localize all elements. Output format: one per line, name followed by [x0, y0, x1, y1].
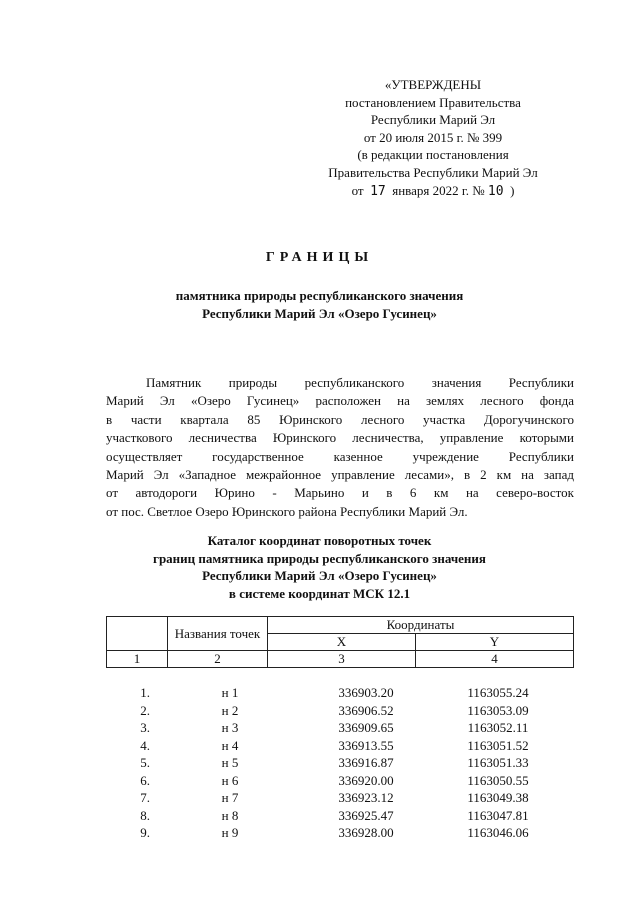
- point-name: н 9: [221, 825, 239, 840]
- column-number: 1: [107, 651, 168, 668]
- row-number: 2.: [140, 702, 150, 718]
- approval-day: 17: [370, 183, 386, 199]
- catalog-heading: [0, 532, 639, 602]
- paragraph-line: участкового лесничества Юринского лесничества, управление которыми: [106, 430, 574, 446]
- approval-line: постановлением Правительства: [345, 94, 521, 110]
- point-name: н 1: [221, 685, 239, 700]
- coord-y: 1163046.06: [467, 825, 529, 840]
- approval-line: Правительства Республики Марий Эл: [328, 164, 538, 180]
- catalog-line: в системе координат МСК 12.1: [228, 585, 411, 601]
- paragraph-line: Памятник природы республиканского значения Республики: [146, 375, 574, 390]
- table-row: [106, 702, 574, 720]
- coord-x: 336903.20: [338, 685, 394, 700]
- subtitle-line: Республики Марий Эл «Озеро Гусинец»: [202, 306, 437, 321]
- table-row: [106, 789, 574, 807]
- coord-y: 1163047.81: [467, 807, 529, 823]
- header-coordinates: Координаты: [268, 617, 574, 634]
- coord-x: 336920.00: [338, 772, 394, 788]
- coord-x: 336916.87: [338, 755, 394, 770]
- point-name: н 6: [221, 772, 239, 788]
- description-paragraph: [106, 374, 574, 521]
- point-name: н 4: [221, 737, 239, 753]
- paragraph-line: в части квартала 85 Юринского лесного участка Дорогучинского: [106, 411, 574, 427]
- point-name: н 7: [221, 790, 239, 805]
- approval-line: Республики Марий Эл: [370, 112, 496, 128]
- row-number: 8.: [140, 807, 150, 823]
- header-blank-cell: [107, 617, 168, 651]
- row-number: 1.: [140, 685, 150, 700]
- column-number: 4: [416, 651, 574, 668]
- approval-line: от 20 июля 2015 г. № 399: [363, 129, 503, 145]
- row-number: 9.: [140, 825, 150, 840]
- document-subtitle: [0, 287, 639, 323]
- coord-y: 1163050.55: [467, 772, 529, 788]
- approval-line: «УТВЕРЖДЕНЫ: [384, 77, 482, 92]
- table-row: [106, 824, 574, 842]
- approval-date-line: [318, 182, 548, 201]
- row-number: 4.: [140, 737, 150, 753]
- approval-month-year: января 2022 г. №: [392, 182, 485, 198]
- catalog-line: Республики Марий Эл «Озеро Гусинец»: [202, 568, 437, 583]
- catalog-line: Каталог координат поворотных точек: [207, 533, 432, 548]
- coordinates-table-header: [106, 616, 574, 668]
- table-row: [106, 684, 574, 702]
- point-name: н 3: [221, 720, 239, 735]
- coord-x: 336913.55: [338, 737, 394, 753]
- approval-from: от: [351, 182, 364, 198]
- document-title: ГРАНИЦЫ: [265, 250, 374, 265]
- table-row: [106, 719, 574, 737]
- row-number: 6.: [140, 772, 150, 788]
- column-number: 3: [268, 651, 416, 668]
- paragraph-line: от автодороги Юрино - Марьино и в 6 км на северо-восток: [106, 485, 574, 501]
- column-number: 2: [168, 651, 268, 668]
- coord-y: 1163053.09: [467, 702, 529, 718]
- table-row: [106, 737, 574, 755]
- point-name: н 8: [221, 807, 239, 823]
- point-name: н 5: [221, 755, 239, 770]
- paragraph-line: Марий Эл «Западное межрайонное управление лесами», в 2 км на запад: [106, 467, 574, 483]
- paragraph-line: от пос. Светлое Озеро Юринского района Республики Марий Эл.: [106, 503, 468, 519]
- coord-x: 336906.52: [338, 702, 394, 718]
- approval-line: (в редакции постановления: [357, 147, 509, 163]
- catalog-line: границ памятника природы республиканского значения: [153, 550, 486, 566]
- paragraph-line: осуществляет государственное казенное учреждение Республики: [106, 448, 574, 464]
- row-number: 3.: [140, 720, 150, 735]
- coord-x: 336923.12: [338, 790, 394, 805]
- header-names: Названия точек: [168, 617, 268, 651]
- coord-y: 1163055.24: [467, 685, 529, 700]
- coord-x: 336928.00: [338, 825, 394, 840]
- coord-y: 1163049.38: [467, 790, 529, 805]
- coord-y: 1163052.11: [467, 720, 529, 735]
- subtitle-line: памятника природы республиканского значения: [175, 288, 464, 303]
- coord-y: 1163051.52: [467, 737, 529, 753]
- coordinates-table-body: [106, 684, 574, 842]
- table-row: [106, 754, 574, 772]
- table-row: [106, 772, 574, 790]
- approval-stamp: [318, 76, 548, 200]
- coord-x: 336925.47: [338, 807, 394, 823]
- approval-number: 10: [487, 183, 504, 199]
- coord-x: 336909.65: [338, 720, 394, 735]
- table-row: [106, 807, 574, 825]
- row-number: 7.: [140, 790, 150, 805]
- row-number: 5.: [140, 755, 150, 770]
- point-name: н 2: [221, 702, 239, 718]
- paragraph-line: Марий Эл «Озеро Гусинец» расположен на землях лесного фонда: [106, 393, 574, 409]
- coord-y: 1163051.33: [467, 755, 529, 770]
- header-y: Y: [416, 634, 574, 651]
- header-x: X: [268, 634, 416, 651]
- approval-close: ): [510, 182, 515, 198]
